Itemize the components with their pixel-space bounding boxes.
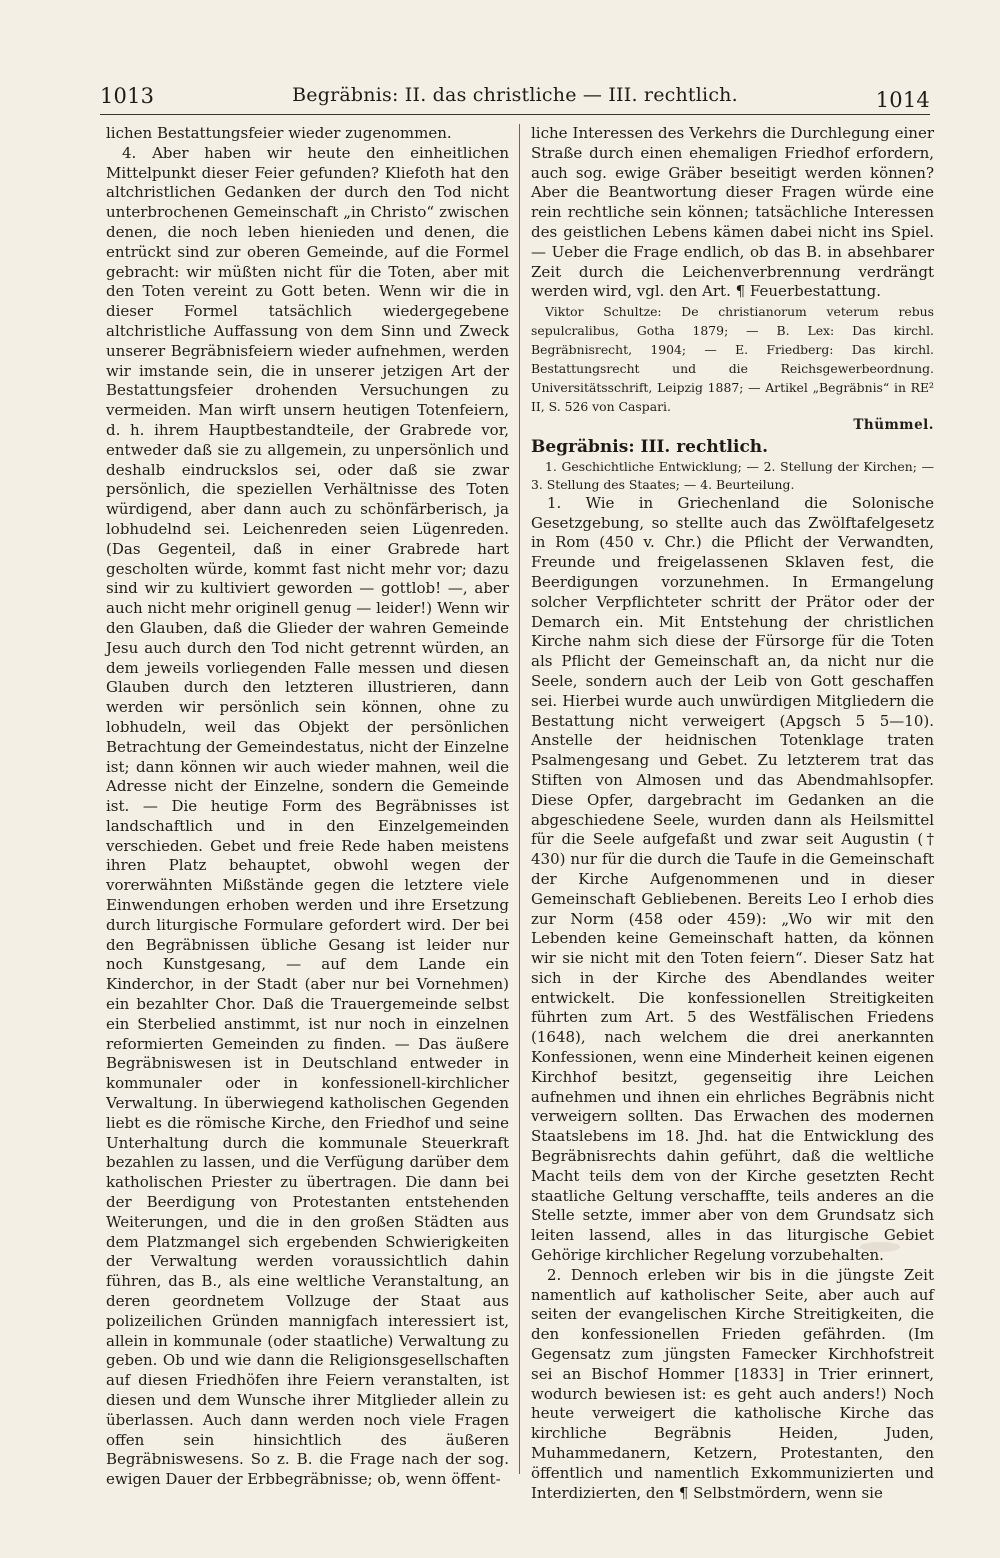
author-signature: Thümmel. bbox=[853, 417, 934, 434]
page-number-left: 1013 bbox=[100, 84, 155, 108]
running-title: Begräbnis: II. das christliche — III. rechtlich. bbox=[292, 84, 738, 106]
bibliography: Viktor Schultze: De christianorum veterum rebus sepulcralibus, Gotha 1879; — B. Lex: Das kirchl. Begräbnisrecht, 1904; — E. Friedberg: Das kirchl. Bestattungsrecht und die Reichsgewerbeordnung. Universitätsschrift, Leipzig 1887; — Artikel „Begräbnis“ in RE² II, S. 526 von Caspari. bbox=[531, 304, 934, 415]
page-number-right: 1014 bbox=[875, 88, 930, 112]
section-heading: Begräbnis: III. rechtlich. bbox=[531, 436, 769, 457]
paragraph-section-2: 2. Dennoch erleben wir bis in die jüngste Zeit namentlich auf katholischer Seite, aber auch auf seiten der evangelischen Kirche Streitigkeiten, die den konfessionellen Frieden gefährden. (Im Gegensatz zum jüngsten Famecker Kirchhofstreit sei an Bischof Hommer [1833] in Trier erinnert, wodurch bewiesen ist: es geht auch anders!) Noch heute verweigert die katholische Kirche das kirchliche Begräbnis Heiden, Juden, Muhammedanern, Ketzern, Protestanten, den öffentlich und namentlich Exkommunizierten und Interdizierten, den ¶ Selbstmördern, wenn sie bbox=[531, 1265, 934, 1502]
paragraph-section-4: 4. Aber haben wir heute den einheitlichen Mittelpunkt dieser Feier gefunden? Kliefoth hat den altchristlichen Gedanken der durch den Tod nicht unterbrochenen Gemeinschaft „in Christo“ zwischen denen, die noch leben hienieden und denen, die entrückt sind zur oberen Gemeinde, auf die Formel gebracht: wir müßten nicht für die Toten, aber mit den Toten vereint zu Gott beten. Wenn wir die in dieser Formel tatsächlich wiedergegebene altchristliche Auffassung von dem Sinn und Zweck unserer Begräbnisfeiern wieder aufnehmen, werden wir imstande sein, die in unserer jetzigen Art der Bestattungsfeier drohenden Versuchungen zu vermeiden. Man wirft unsern heutigen Totenfeiern, d. h. ihrem Hauptbestandteile, der Grabrede vor, entweder daß sie zu allgemein, zu unpersönlich und deshalb eindruckslos sei, oder daß sie zwar persönlich, die speziellen Verhältnisse des Toten würdigend, aber dann auch zu schönfärberisch, ja lobhudelnd sei. Leichenreden seien Lügenreden. (Das Gegenteil, daß in einer Grabrede hart gescholten würde, kommt fast nicht mehr vor; dazu sind wir zu kultiviert geworden — gottlob! —, aber auch nicht mehr originell genug — leider!) Wenn wir den Glauben, daß die Glieder der wahren Gemeinde Jesu auch durch den Tod nicht getrennt würden, an dem jeweils vorliegenden Falle messen und diesen Glauben durch den letzteren illustrieren, dann werden wir persönlich sein können, ohne zu lobhudeln, weil das Objekt der persönlichen Betrachtung der Gemeindestatus, nicht der Einzelne ist; dann können wir auch wieder mahnen, weil die Adresse nicht der Einzelne, sondern die Gemeinde ist. — Die heutige Form des Begräbnisses ist landschaftlich und in den Einzelgemeinden verschieden. Gebet und freie Rede haben meistens ihren Platz behauptet, obwohl wegen der vorerwähnten Mißstände gegen die letztere viele Einwendungen erhoben werden und ihre Ersetzung durch liturgische Formulare gefordert wird. Der bei den Begräbnissen übliche Gesang ist leider nur noch Kunstgesang, — auf dem Lande ein Kinderchor, in der Stadt (aber nur bei Vornehmen) ein bezahlter Chor. Daß die Trauergemeinde selbst ein Sterbelied anstimmt, ist nur noch in einzelnen reformierten Gemeinden zu finden. — Das äußere Begräbniswesen ist in Deutschland entweder in kommunaler oder in konfessionell-kirchlicher Verwaltung. In überwiegend katholischen Gegenden liebt es die römische Kirche, den Friedhof und seine Unterhaltung durch die kommunale Steuerkraft bezahlen zu lassen, und die Verfügung darüber dem katholischen Priester zu übertragen. Die dann bei der Beerdigung von Protestanten entstehenden Weiterungen, und die in den großen Städten aus dem Platzmangel sich ergebenden Schwierigkeiten der Verwaltung werden voraussichtlich dahin führen, das B., als eine weltliche Veranstaltung, an deren geordnetem Vollzuge der Staat aus polizeilichen Gründen mannigfach interessiert ist, allein in kommunale (oder staatliche) Verwaltung zu geben. Ob und wie dann die Religionsgesellschaften auf diesen Friedhöfen ihre Feiern veranstalten, ist diesen und dem Wunsche ihrer Mitglieder allein zu überlassen. Auch dann werden noch viele Fragen offen sein hinsichtlich des äußeren Begräbniswesens. So z. B. die Frage nach der sog. ewigen Dauer der Erbbegräbnisse; ob, wenn öffent- bbox=[106, 143, 509, 1489]
page-header bbox=[100, 78, 930, 115]
paragraph-continuation-right: liche Interessen des Verkehrs die Durchlegung einer Straße durch einen ehemaligen Friedhof erfordern, auch sog. ewige Gräber beseitigt werden können? Aber die Beantwortung dieser Fragen würde eine rein rechtliche sein können; tatsächliche Interessen des geistlichen Lebens kämen dabei nicht ins Spiel. — Ueber die Frage endlich, ob das B. in absehbarer Zeit durch die Leichenverbrennung verdrängt werden wird, vgl. den Art. ¶ Feuerbestattung. bbox=[531, 124, 934, 301]
column-divider bbox=[519, 124, 520, 1474]
paragraph-section-1: 1. Wie in Griechenland die Solonische Gesetzgebung, so stellte auch das Zwölftafelgesetz in Rom (450 v. Chr.) die Pflicht der Verwandten, Freunde und freigelassenen Sklaven fest, die Beerdigungen vorzunehmen. In Ermangelung solcher Verpflichteter schritt der Prätor oder der Demarch ein. Mit Entstehung der christlichen Kirche nahm sich diese der Fürsorge für die Toten als Pflicht der Gemeinschaft an, da nicht nur die Seele, sondern auch der Leib von Gott geschaffen sei. Hierbei wurde auch unwürdigen Mitgliedern die Bestattung nicht verweigert (Apgsch 5 5—10). Anstelle der heidnischen Totenklage traten Psalmengesang und Gebet. Zu letzterem trat das Stiften von Almosen und das Abendmahlsopfer. Diese Opfer, dargebracht im Gedanken an die abgeschiedene Seele, wurden dann als Heilsmittel für die Seele aufgefaßt und zwar seit Augustin († 430) nur für die durch die Taufe in die Gemeinschaft der Kirche Aufgenommenen und in dieser Gemeinschaft Gebliebenen. Bereits Leo I erhob dies zur Norm (458 oder 459): „Wo wir mit den Lebenden keine Gemeinschaft hatten, da können wir sie nicht mit den Toten feiern“. Dieser Satz hat sich in der Kirche des Abendlandes weiter entwickelt. Die konfessionellen Streitigkeiten führten zum Art. 5 des Westfälischen Friedens (1648), nach welchem die drei anerkannten Konfessionen, wenn eine Minderheit keinen eigenen Kirchhof besitzt, gegenseitig ihre Leichen aufnehmen und ihnen ein ehrliches Begräbnis nicht verweigern sollten. Das Erwachen des modernen Staatslebens im 18. Jhd. hat die Entwicklung des Begräbnisrechts dahin geführt, daß die weltliche Macht teils dem von der Kirche gesetzten Recht staatliche Geltung verschaffte, teils anderes an die Stelle setzte, immer aber von dem Grundsatz sich leiten lassend, alles in das liturgische Gebiet Gehörige kirchlicher Regelung vorzubehalten. bbox=[531, 493, 934, 1265]
paragraph-continuation: lichen Bestattungsfeier wieder zugenommen. bbox=[106, 124, 452, 142]
right-column bbox=[531, 124, 934, 1502]
section-contents: 1. Geschichtliche Entwicklung; — 2. Stellung der Kirchen; — 3. Stellung des Staates; — 4. Beurteilung. bbox=[531, 458, 934, 492]
left-column bbox=[106, 124, 509, 1494]
paper-stain bbox=[860, 1242, 900, 1252]
